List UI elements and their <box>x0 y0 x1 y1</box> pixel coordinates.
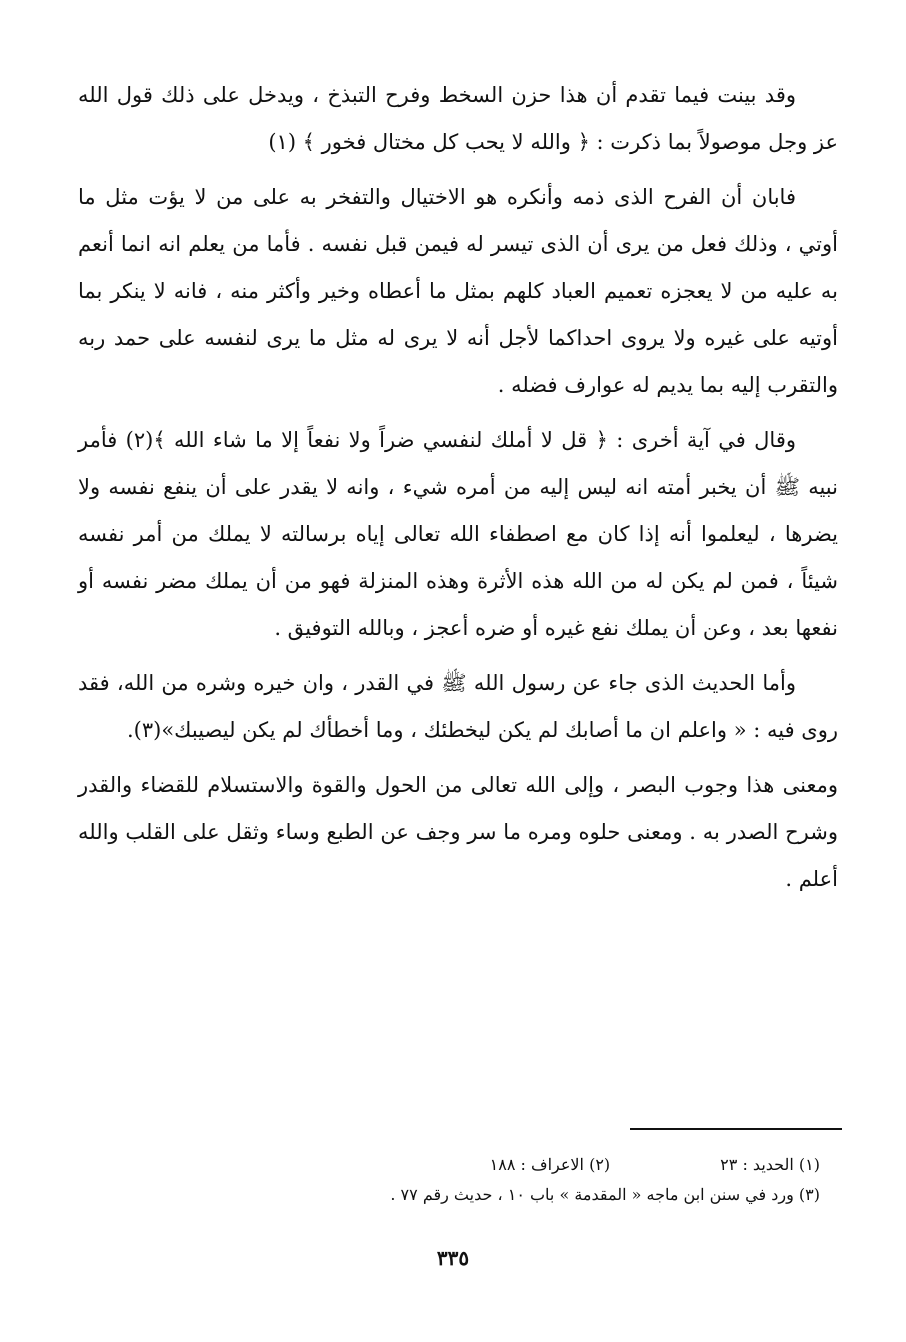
paragraph-3: وقال في آية أخرى : ﴿ قل لا أملك لنفسي ضراً ولا نفعاً إلا ما شاء الله ﴾(٢) فأمر نبيه ﷺ أن يخبر أمته انه ليس إليه من أمره شيء ، وانه لا يقدر على أن ينفع نفسه ولا يضرها ، ليعلموا أنه إذا كان مع اصطفاء الله تعالى إياه برسالته لا يملك من أمر نفسه شيئاً ، فمن لم يكن له من الله هذه الأثرة وهذه المنزلة فهو من أن يملك مضر نفسه أو نفعها بعد ، وعن أن يملك نفع غيره أو ضره أعجز ، وبالله التوفيق . <box>78 428 838 640</box>
footnotes <box>300 1150 820 1210</box>
main-text <box>78 72 838 911</box>
paragraph-2: فابان أن الفرح الذى ذمه وأنكره هو الاختيال والتفخر به على من لا يؤت مثل ما أوتي ، وذلك فعل من يرى أن الذى تيسر له فيمن قبل نفسه . فأما من يعلم انه انما أنعم به عليه من لا يعجزه تعميم العباد كلهم بمثل ما أعطاه وخير وأكثر منه ، فانه لا ينكر بما أوتيه على غيره ولا يروى احداكما لأجل أنه لا يرى له مثل ما يرى لنفسه على حمد ربه والتقرب إليه بما يديم له عوارف فضله . <box>78 185 838 397</box>
page-number: ٣٣٥ <box>436 1246 470 1270</box>
paragraph-5: ومعنى هذا وجوب البصر ، وإلى الله تعالى من الحول والقوة والاستسلام للقضاء والقدر وشرح الصدر به . ومعنى حلوه ومره ما سر وجف عن الطبع وساء وثقل على القلب والله أعلم . <box>78 773 838 891</box>
footnote-2: (٢) الاعراف : ١٨٨ <box>489 1155 611 1174</box>
footnote-3: (٣) ورد في سنن ابن ماجه « المقدمة » باب ١٠ ، حديث رقم ٧٧ . <box>390 1185 820 1204</box>
paragraph-4: وأما الحديث الذى جاء عن رسول الله ﷺ في القدر ، وان خيره وشره من الله، فقد روى فيه : « واعلم ان ما أصابك لم يكن ليخطئك ، وما أخطأك لم يكن ليصيبك»(٣). <box>78 671 838 742</box>
paragraph-1: وقد بينت فيما تقدم أن هذا حزن السخط وفرح التبذخ ، ويدخل على ذلك قول الله عز وجل موصولاً بما ذكرت : ﴿ والله لا يحب كل مختال فخور ﴾ (١) <box>78 83 838 154</box>
footnote-1: (١) الحديد : ٢٣ <box>720 1155 820 1174</box>
footnote-separator <box>630 1128 842 1130</box>
footnote-row-2 <box>300 1180 820 1210</box>
footnote-row-1 <box>300 1150 820 1180</box>
